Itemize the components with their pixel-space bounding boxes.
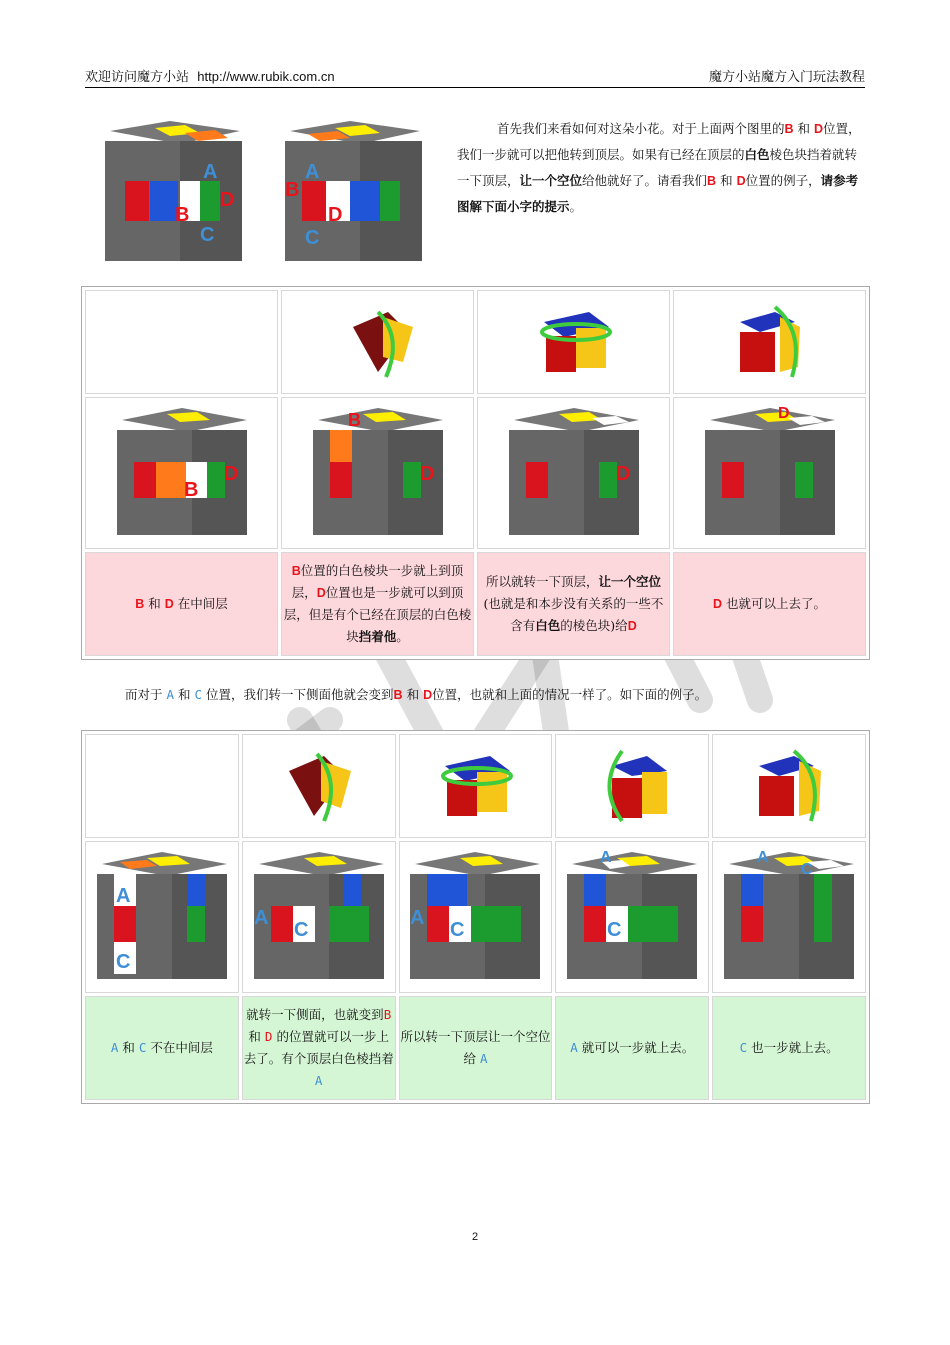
t1-cube-3 [477, 397, 670, 549]
svg-text:A: A [410, 906, 425, 929]
t2-rot-3 [399, 734, 553, 838]
header-left: 欢迎访问魔方小站 http://www.rubik.com.cn [85, 69, 335, 85]
t1-rot-2 [281, 290, 474, 394]
t2-rot-5 [712, 734, 866, 838]
t2-caption-1: A 和 C 不在中间层 [85, 996, 239, 1100]
t1-cube-1 [85, 397, 278, 549]
t2-cube-4 [555, 841, 709, 993]
svg-text:A: A [253, 906, 269, 929]
t1-caption-1: B 和 D 在中间层 [85, 552, 278, 656]
t2-cube-1 [85, 841, 239, 993]
svg-text:D: D [777, 404, 790, 422]
intro-paragraph: 首先我们来看如何对这朵小花。对于上面两个图里的B 和 D位置，我们一步就可以把他转到顶层。如果有已经在顶层的白色棱色块挡着就转一下顶层，让一个空位给他就好了。请看我们B 和 D位置的例子，请参考图解下面小字的提示。 [457, 121, 861, 214]
header-divider [85, 87, 865, 88]
t2-caption-3: 所以转一下顶层让一个空位给 A [399, 996, 553, 1100]
svg-text:A: A [305, 161, 320, 183]
page-number: 2 [471, 1231, 479, 1243]
header-right: 魔方小站魔方入门玩法教程 [708, 70, 865, 85]
site-url[interactable]: http://www.rubik.com.cn [197, 69, 335, 84]
cube-diagram-1 [100, 116, 250, 266]
t2-cube-5 [712, 841, 866, 993]
example-table-2 [81, 730, 870, 1104]
svg-text:C: C [115, 950, 131, 973]
svg-text:B: B [183, 478, 198, 501]
svg-text:B: B [285, 179, 300, 201]
t1-caption-2: B位置的白色棱块一步就上到顶层，D位置也是一步就可以到顶层，但是有个已经在顶层的白色棱块挡着他。 [281, 552, 474, 656]
middle-paragraph: 而对于 A 和 C 位置，我们转一下侧面他就会变到B 和 D位置，也就和上面的情况一样了。如下面的例子。 [125, 687, 708, 702]
t2-caption-2: 就转一下侧面，也就变到B 和 D 的位置就可以一步上去了。有个顶层白色棱挡着 A [242, 996, 396, 1100]
t2-cube-2 [242, 841, 396, 993]
svg-text:D: D [223, 462, 238, 485]
t2-rot-empty [85, 734, 239, 838]
svg-text:C: C [293, 918, 309, 941]
svg-text:C: C [607, 918, 622, 941]
svg-text:C: C [305, 227, 320, 249]
t1-cube-2 [281, 397, 474, 549]
t1-rot-empty [85, 290, 278, 394]
t1-caption-3: 所以就转一下顶层，让一个空位(也就是和本步没有关系的一些不含有白色的棱色块)给D [477, 552, 670, 656]
example-table-1 [81, 286, 870, 660]
svg-text:A: A [757, 848, 769, 866]
svg-text:B: B [175, 204, 190, 226]
t1-rot-3 [477, 290, 670, 394]
t2-cube-3 [399, 841, 553, 993]
t2-rot-2 [242, 734, 396, 838]
svg-text:C: C [200, 224, 215, 246]
svg-text:A: A [203, 161, 218, 183]
t1-rot-4 [673, 290, 866, 394]
svg-text:D: D [419, 462, 434, 485]
svg-text:C: C [801, 860, 813, 878]
svg-text:C: C [450, 918, 465, 941]
t2-caption-5: C 也一步就上去。 [712, 996, 866, 1100]
svg-text:A: A [600, 848, 612, 866]
t2-caption-4: A 就可以一步就上去。 [555, 996, 709, 1100]
svg-text:D: D [220, 189, 235, 211]
svg-text:D: D [615, 462, 630, 485]
t2-rot-4 [555, 734, 709, 838]
svg-text:A: A [115, 884, 131, 907]
cube-diagram-2 [280, 116, 430, 266]
t1-cube-4 [673, 397, 866, 549]
svg-text:B: B [347, 409, 361, 430]
t1-caption-4: D 也就可以上去了。 [673, 552, 866, 656]
svg-text:D: D [328, 204, 343, 226]
